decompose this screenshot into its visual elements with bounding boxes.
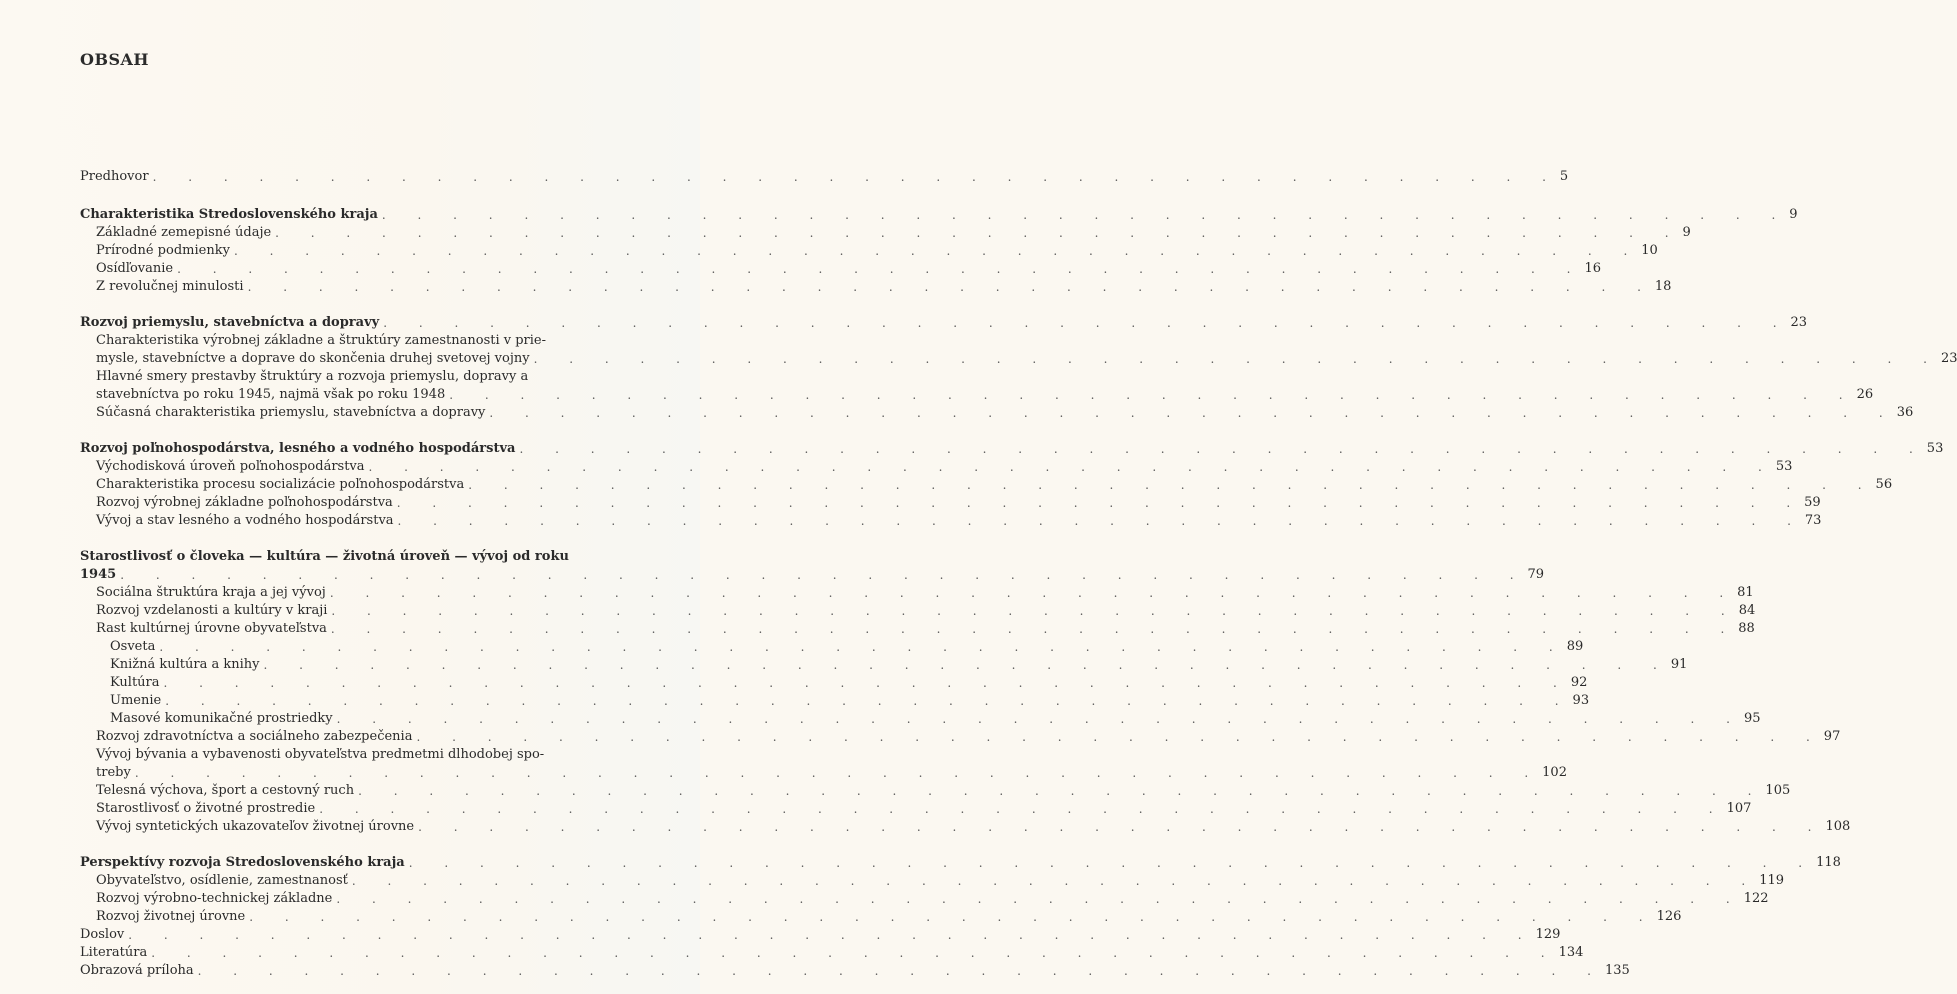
dot-leader: . . . . . . . . . . . . . . . . . . . . . . . . . . . . . . . . . . . . . . . . [519,442,1927,456]
dot-leader: . . . . . . . . . . . . . . . . . . . . . . . . . . . . . . . . . . . . . . . . [449,388,1857,402]
page-number: 129 [1535,927,1561,942]
dot-leader: . . . . . . . . . . . . . . . . . . . . . . . . . . . . . . . . . . . . . . . . [368,460,1776,474]
dot-leader: . . . . . . . . . . . . . . . . . . . . . . . . . . . . . . . . . . . . . . . . [533,352,1941,366]
toc-entry-title: Kultúra [110,675,160,690]
toc-entry-title: Starostlivosť o človeka — kultúra — životná úroveň — vývoj od roku [80,549,569,564]
dot-leader: . . . . . . . . . . . . . . . . . . . . . . . . . . . . . . . . . . . . . . . . [396,496,1805,510]
dot-leader: . . . . . . . . . . . . . . . . . . . . . . . . . . . . . . . . . . . . . . . . [418,820,1826,834]
dot-leader: . . . . . . . . . . . . . . . . . . . . . . . . . . . . . . . . . . . . . . . . [381,208,1790,222]
toc-entry-continuation[interactable] [80,566,1545,584]
toc-entry[interactable] [80,872,1785,890]
dot-leader: . . . . . . . . . . . . . . . . . . . . . . . . . . . . . . . . . . . . . . . . [336,892,1744,906]
toc-entry[interactable] [80,620,1755,638]
toc-entry-title: Predhovor [80,169,149,184]
toc-entry-title: Osveta [110,639,156,654]
toc-entry-title: Rozvoj výrobno-technickej základne [96,891,333,906]
toc-entry-continuation[interactable] [80,764,1567,782]
dot-leader: . . . . . . . . . . . . . . . . . . . . . . . . . . . . . . . . . . . . . . . . [383,316,1791,330]
toc-entry-title: mysle, stavebníctve a doprave do skončenia druhej svetovej vojny [96,351,530,366]
toc-entry-continuation[interactable] [80,350,1957,368]
page-number: 73 [1804,513,1822,528]
page-number: 118 [1816,855,1841,870]
toc-entry[interactable] [80,818,1851,836]
dot-leader: . . . . . . . . . . . . . . . . . . . . . . . . . . . . . . . . . . . . . . . . [163,676,1571,690]
toc-entry-title: Rozvoj zdravotníctva a sociálneho zabezpečenia [96,729,413,744]
page-number: 16 [1584,261,1602,276]
dot-leader: . . . . . . . . . . . . . . . . . . . . . . . . . . . . . . . . . . . . . . . . [165,694,1573,708]
dot-leader: . . . . . . . . . . . . . . . . . . . . . . . . . . . . . . . . . . . . . . . . [358,784,1766,798]
toc-entry-title: Obyvateľstvo, osídlenie, zamestnanosť [96,873,348,888]
page-number: 26 [1856,387,1874,402]
toc-entry[interactable] [80,854,1841,872]
toc-entry-title: Súčasná charakteristika priemyslu, stavebníctva a dopravy [96,405,486,420]
dot-leader: . . . . . . . . . . . . . . . . . . . . . . . . . . . . . . . . . . . . . . . . [331,604,1739,618]
toc-entry-title: 1945 [80,567,117,582]
section-gap [80,836,653,854]
page-number: 102 [1542,765,1567,780]
page-number: 9 [1682,225,1691,240]
dot-leader: . . . . . . . . . . . . . . . . . . . . . . . . . . . . . . . . . . . . . . . . [152,170,1560,184]
toc-entry[interactable] [80,800,1752,818]
dot-leader: . . . . . . . . . . . . . . . . . . . . . . . . . . . . . . . . . . . . . . . . [247,280,1655,294]
page-number: 5 [1559,169,1569,184]
toc-entry-title: stavebníctva po roku 1945, najmä však po roku 1948 [96,387,446,402]
toc-entry[interactable] [80,710,1761,728]
page-number: 119 [1759,873,1785,888]
toc-entry[interactable] [80,584,1754,602]
page-number: 56 [1875,477,1893,492]
toc-entry-title: Základné zemepisné údaje [96,225,272,240]
section-gap [80,530,653,548]
toc-entry[interactable] [80,512,1822,530]
toc-entry[interactable] [80,278,1672,296]
page-number: 53 [1926,441,1944,456]
page-number: 23 [1790,315,1808,330]
page-number: 84 [1738,603,1756,618]
page-number: 23 [1940,351,1957,366]
toc-entry[interactable] [80,746,653,764]
toc-entry[interactable] [80,494,1821,512]
dot-leader: . . . . . . . . . . . . . . . . . . . . . . . . . . . . . . . . . . . . . . . . [120,568,1528,582]
toc-entry[interactable] [80,242,1658,260]
toc-entry[interactable] [80,440,1944,458]
toc-entry[interactable] [80,962,1630,980]
dot-leader: . . . . . . . . . . . . . . . . . . . . . . . . . . . . . . . . . . . . . . . . [275,226,1683,240]
page-number: 59 [1804,495,1821,510]
toc-entry-continuation[interactable] [80,386,1874,404]
toc-entry-title: Perspektívy rozvoja Stredoslovenského kraja [80,855,405,870]
dot-leader: . . . . . . . . . . . . . . . . . . . . . . . . . . . . . . . . . . . . . . . . [408,856,1817,870]
page-number: 10 [1641,243,1658,258]
page-number: 9 [1789,207,1798,222]
dot-leader: . . . . . . . . . . . . . . . . . . . . . . . . . . . . . . . . . . . . . . . . [397,514,1805,528]
dot-leader: . . . . . . . . . . . . . . . . . . . . . . . . . . . . . . . . . . . . . . . . [336,712,1744,726]
toc-entry-title: Vývoj syntetických ukazovateľov životnej úrovne [96,819,415,834]
toc-entry[interactable] [80,168,1569,186]
section-gap [80,422,653,440]
table-of-contents [80,168,1957,980]
toc-entry-title: Z revolučnej minulosti [96,279,244,294]
dot-leader: . . . . . . . . . . . . . . . . . . . . . . . . . . . . . . . . . . . . . . . . [134,766,1543,780]
toc-entry-title: Masové komunikačné prostriedky [110,711,333,726]
toc-entry-title: Doslov [80,927,125,942]
toc-entry-title: Literatúra [80,945,148,960]
toc-entry-title: Charakteristika výrobnej základne a štruktúry zamestnanosti v prie- [96,333,547,348]
toc-entry[interactable] [80,476,1893,494]
toc-entry[interactable] [80,926,1561,944]
dot-leader: . . . . . . . . . . . . . . . . . . . . . . . . . . . . . . . . . . . . . . . . [263,658,1671,672]
page-number: 79 [1527,567,1545,582]
toc-entry-title: Sociálna štruktúra kraja a jej vývoj [96,585,326,600]
toc-entry[interactable] [80,638,1584,656]
toc-entry-title: Obrazová príloha [80,963,194,978]
toc-entry-title: Rast kultúrnej úrovne obyvateľstva [96,621,327,636]
page-title: OBSAH [80,50,150,69]
dot-leader: . . . . . . . . . . . . . . . . . . . . . . . . . . . . . . . . . . . . . . . . [351,874,1760,888]
toc-entry-title: Rozvoj priemyslu, stavebníctva a dopravy [80,315,380,330]
toc-entry[interactable] [80,908,1682,926]
toc-entry-title: Rozvoj poľnohospodárstva, lesného a vodného hospodárstva [80,441,516,456]
dot-leader: . . . . . . . . . . . . . . . . . . . . . . . . . . . . . . . . . . . . . . . . [249,910,1657,924]
toc-entry[interactable] [80,404,1914,422]
toc-entry[interactable] [80,206,1798,224]
toc-entry[interactable] [80,728,1841,746]
page-number: 107 [1726,801,1752,816]
toc-entry-title: Rozvoj výrobnej základne poľnohospodárstva [96,495,393,510]
dot-leader: . . . . . . . . . . . . . . . . . . . . . . . . . . . . . . . . . . . . . . . . [177,262,1585,276]
toc-entry[interactable] [80,656,1688,674]
page-number: 122 [1743,891,1769,906]
page-number: 134 [1558,945,1584,960]
toc-entry-title: Telesná výchova, šport a cestovný ruch [96,783,355,798]
toc-entry[interactable] [80,224,1691,242]
toc-entry-title: Rozvoj vzdelanosti a kultúry v kraji [96,603,328,618]
dot-leader: . . . . . . . . . . . . . . . . . . . . . . . . . . . . . . . . . . . . . . . . [468,478,1876,492]
toc-entry[interactable] [80,368,653,386]
toc-entry[interactable] [80,782,1791,800]
toc-entry-title: Vývoj bývania a vybavenosti obyvateľstva predmetmi dlhodobej spo- [96,747,545,762]
toc-entry[interactable] [80,332,653,350]
page-number: 36 [1896,405,1914,420]
page-number: 92 [1570,675,1588,690]
toc-entry[interactable] [80,548,653,566]
toc-entry[interactable] [80,458,1793,476]
page-number: 126 [1656,909,1682,924]
toc-entry[interactable] [80,260,1602,278]
page-number: 81 [1737,585,1754,600]
dot-leader: . . . . . . . . . . . . . . . . . . . . . . . . . . . . . . . . . . . . . . . . [329,586,1738,600]
toc-entry-title: Hlavné smery prestavby štruktúry a rozvoja priemyslu, dopravy a [96,369,529,384]
toc-entry-title: Charakteristika Stredoslovenského kraja [80,207,378,222]
section-gap [80,296,653,314]
dot-leader: . . . . . . . . . . . . . . . . . . . . . . . . . . . . . . . . . . . . . . . . [159,640,1567,654]
page-number: 108 [1825,819,1851,834]
page-number: 18 [1654,279,1672,294]
toc-entry[interactable] [80,692,1590,710]
dot-leader: . . . . . . . . . . . . . . . . . . . . . . . . . . . . . . . . . . . . . . . . [489,406,1897,420]
page-number: 95 [1743,711,1761,726]
dot-leader: . . . . . . . . . . . . . . . . . . . . . . . . . . . . . . . . . . . . . . . . [416,730,1824,744]
dot-leader: . . . . . . . . . . . . . . . . . . . . . . . . . . . . . . . . . . . . . . . . [330,622,1739,636]
toc-entry[interactable] [80,602,1756,620]
toc-entry-title: Prírodné podmienky [96,243,230,258]
page-number: 53 [1775,459,1793,474]
toc-entry[interactable] [80,890,1769,908]
toc-entry-title: treby [96,765,131,780]
dot-leader: . . . . . . . . . . . . . . . . . . . . . . . . . . . . . . . . . . . . . . . . [319,802,1727,816]
toc-entry[interactable] [80,674,1588,692]
toc-entry-title: Vývoj a stav lesného a vodného hospodárstva [96,513,394,528]
page-number: 93 [1572,693,1590,708]
toc-entry-title: Knižná kultúra a knihy [110,657,260,672]
page-number: 105 [1765,783,1791,798]
dot-leader: . . . . . . . . . . . . . . . . . . . . . . . . . . . . . . . . . . . . . . . . [151,946,1559,960]
page-number: 135 [1605,963,1630,978]
toc-entry[interactable] [80,944,1584,962]
dot-leader: . . . . . . . . . . . . . . . . . . . . . . . . . . . . . . . . . . . . . . . . [197,964,1605,978]
page-number: 91 [1670,657,1688,672]
dot-leader: . . . . . . . . . . . . . . . . . . . . . . . . . . . . . . . . . . . . . . . . [128,928,1536,942]
dot-leader: . . . . . . . . . . . . . . . . . . . . . . . . . . . . . . . . . . . . . . . . [233,244,1642,258]
toc-entry[interactable] [80,314,1808,332]
toc-entry-title: Charakteristika procesu socializácie poľnohospodárstva [96,477,465,492]
toc-entry-title: Umenie [110,693,162,708]
toc-entry-title: Východisková úroveň poľnohospodárstva [96,459,365,474]
toc-entry-title: Starostlivosť o životné prostredie [96,801,316,816]
section-gap [80,186,653,206]
page-number: 89 [1566,639,1584,654]
toc-entry-title: Rozvoj životnej úrovne [96,909,246,924]
page-number: 88 [1738,621,1755,636]
page-number: 97 [1823,729,1841,744]
toc-entry-title: Osídľovanie [96,261,174,276]
